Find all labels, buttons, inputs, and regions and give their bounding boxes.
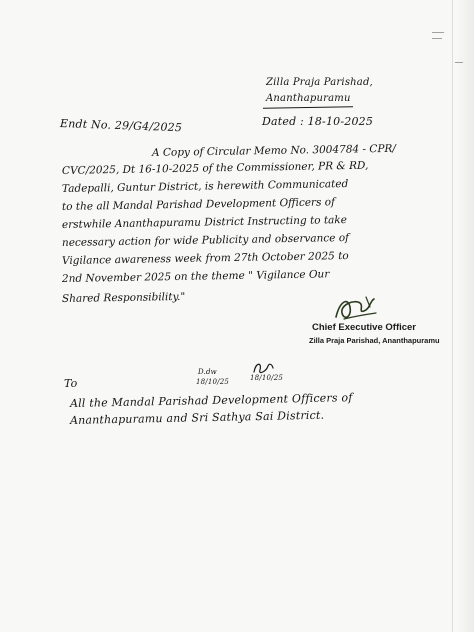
body-line: 2nd November 2025 on the theme " Vigilance Our: [61, 268, 330, 285]
marginal-date: 18/10/25: [196, 378, 230, 386]
marginal-date: 18/10/25: [250, 374, 284, 382]
body-line: to the all Mandal Parishad Development Officers of: [61, 196, 336, 213]
signatory-office: Zilla Praja Parishad, Ananthapuramu: [309, 336, 440, 345]
body-line: Vigilance awareness week from 27th October 2025 to: [61, 249, 349, 267]
office-name-line2: Ananthapuramu: [266, 93, 351, 104]
signatory-designation: Chief Executive Officer: [312, 322, 417, 333]
body-line: CVC/2025, Dt 16-10-2025 of the Commissioner, PR & RD,: [61, 159, 369, 177]
page-edge-shade: [456, 0, 474, 632]
recipient-line: Ananthapuramu and Sri Sathya Sai District.: [69, 408, 325, 427]
page-crease: [452, 0, 453, 632]
body-line: A Copy of Circular Memo No. 3004784 - CPR/: [151, 142, 397, 159]
scan-mark: [432, 32, 444, 33]
document-date: Dated : 18-10-2025: [262, 115, 374, 128]
body-line: erstwhile Ananthapuramu District Instructing to take: [61, 214, 348, 231]
body-line: necessary action for wide Publicity and observance of: [61, 231, 350, 249]
scan-mark: [432, 38, 442, 39]
office-underline: [263, 106, 353, 109]
signature-mark: [330, 293, 380, 325]
body-line: Shared Responsibility.": [61, 290, 186, 305]
marginal-initials: D.dw: [198, 368, 217, 376]
recipient-line: All the Mandal Parishad Development Officers of: [69, 391, 353, 410]
scan-mark: [455, 62, 463, 63]
to-label: To: [64, 377, 78, 390]
body-line: Tadepalli, Guntur District, is herewith Communicated: [61, 178, 349, 195]
endorsement-number: Endt No. 29/G4/2025: [59, 117, 183, 135]
office-name-line1: Zilla Praja Parishad,: [266, 77, 373, 88]
